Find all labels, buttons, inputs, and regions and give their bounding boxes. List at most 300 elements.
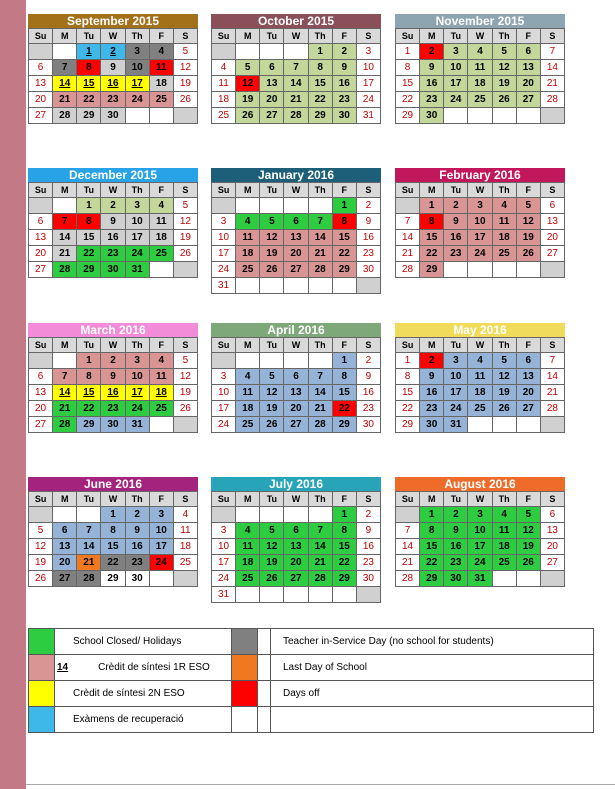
weekday-header: W (468, 338, 492, 353)
week-row (29, 92, 198, 108)
day-cell: 18 (149, 76, 173, 92)
day-cell: 3 (125, 44, 149, 60)
day-cell: 4 (468, 353, 492, 369)
legend-spacer (258, 629, 271, 655)
day-cell: 11 (212, 76, 236, 92)
week-row (212, 401, 381, 417)
month-jun-2016 (28, 477, 198, 587)
day-cell: 4 (149, 44, 173, 60)
month-nov-2015 (395, 14, 565, 124)
empty-cell (396, 507, 420, 523)
day-cell: 18 (236, 555, 260, 571)
empty-cell (492, 108, 516, 124)
day-cell: 1 (332, 353, 356, 369)
day-cell: 21 (53, 246, 77, 262)
day-cell: 25 (212, 108, 236, 124)
day-cell: 13 (29, 76, 53, 92)
day-cell: 17 (212, 246, 236, 262)
weekday-header: Su (396, 183, 420, 198)
day-cell: 15 (420, 539, 444, 555)
day-cell: 23 (356, 555, 380, 571)
day-cell: 5 (173, 198, 197, 214)
day-cell: 3 (149, 507, 173, 523)
day-cell: 10 (468, 214, 492, 230)
day-cell: 18 (492, 230, 516, 246)
day-cell: 7 (540, 353, 564, 369)
day-cell: 5 (492, 353, 516, 369)
day-cell: 23 (101, 92, 125, 108)
week-row (212, 60, 381, 76)
day-cell: 22 (77, 401, 101, 417)
week-row (212, 539, 381, 555)
weekday-header-row (212, 183, 381, 198)
empty-cell (540, 262, 564, 278)
day-cell: 3 (356, 44, 380, 60)
day-cell: 30 (101, 417, 125, 433)
week-row (396, 44, 565, 60)
weekday-header: F (332, 338, 356, 353)
day-cell: 20 (516, 76, 540, 92)
day-cell: 25 (236, 262, 260, 278)
week-row (396, 92, 565, 108)
empty-cell (29, 507, 53, 523)
month-title: February 2016 (395, 168, 565, 182)
day-cell: 16 (356, 539, 380, 555)
day-cell: 10 (149, 523, 173, 539)
legend-label (55, 655, 232, 681)
day-cell: 1 (396, 353, 420, 369)
week-row (396, 198, 565, 214)
weekday-header: F (516, 183, 540, 198)
week-row (212, 571, 381, 587)
week-row (396, 385, 565, 401)
day-cell: 13 (53, 539, 77, 555)
day-cell: 11 (468, 369, 492, 385)
week-row (212, 92, 381, 108)
empty-cell (516, 571, 540, 587)
week-row (212, 214, 381, 230)
day-cell: 23 (356, 246, 380, 262)
empty-cell (308, 278, 332, 294)
day-cell: 27 (29, 262, 53, 278)
day-cell: 23 (420, 92, 444, 108)
day-cell: 16 (444, 539, 468, 555)
day-cell: 20 (29, 401, 53, 417)
empty-cell (356, 587, 380, 603)
weekday-header: Su (29, 29, 53, 44)
day-cell: 18 (212, 92, 236, 108)
day-cell: 1 (77, 198, 101, 214)
day-cell: 27 (29, 108, 53, 124)
day-cell: 7 (308, 523, 332, 539)
day-cell: 31 (212, 587, 236, 603)
day-cell: 3 (212, 523, 236, 539)
day-cell: 2 (444, 507, 468, 523)
day-cell: 18 (173, 539, 197, 555)
day-cell: 14 (308, 539, 332, 555)
day-cell: 12 (492, 60, 516, 76)
day-cell: 8 (332, 369, 356, 385)
day-cell: 28 (540, 92, 564, 108)
weekday-header: S (173, 29, 197, 44)
day-cell: 15 (101, 539, 125, 555)
day-cell: 13 (260, 76, 284, 92)
day-cell: 14 (53, 230, 77, 246)
day-cell: 2 (356, 198, 380, 214)
day-cell: 9 (125, 523, 149, 539)
legend-table (28, 628, 594, 733)
weekday-header-row (29, 183, 198, 198)
day-cell: 27 (284, 417, 308, 433)
weekday-header: Th (308, 183, 332, 198)
week-row (396, 523, 565, 539)
month-dec-2015 (28, 168, 198, 278)
day-cell: 16 (444, 230, 468, 246)
day-cell: 5 (173, 353, 197, 369)
week-row (212, 278, 381, 294)
day-cell: 21 (540, 76, 564, 92)
weekday-header-row (212, 338, 381, 353)
day-cell: 30 (101, 108, 125, 124)
day-cell: 9 (101, 369, 125, 385)
month-table (395, 28, 565, 124)
weekday-header: Su (212, 492, 236, 507)
weekday-header: Su (396, 492, 420, 507)
weekday-header: Tu (77, 492, 101, 507)
week-row (212, 246, 381, 262)
empty-cell (444, 262, 468, 278)
day-cell: 15 (77, 385, 101, 401)
weekday-header: F (149, 29, 173, 44)
day-cell: 19 (492, 76, 516, 92)
day-cell: 19 (260, 555, 284, 571)
day-cell: 21 (53, 401, 77, 417)
day-cell: 7 (396, 214, 420, 230)
empty-cell (284, 278, 308, 294)
day-cell: 27 (284, 262, 308, 278)
day-cell: 28 (308, 417, 332, 433)
legend-label (271, 707, 594, 733)
weekday-header: Th (125, 338, 149, 353)
day-cell: 7 (540, 44, 564, 60)
day-cell: 24 (149, 555, 173, 571)
day-cell: 7 (53, 60, 77, 76)
legend-label: Crèdit de síntesi 2N ESO (55, 681, 232, 707)
weekday-header: W (101, 29, 125, 44)
weekday-header: F (332, 183, 356, 198)
day-cell: 5 (492, 44, 516, 60)
legend-label: Teacher in-Service Day (no school for students) (271, 629, 594, 655)
empty-cell (332, 278, 356, 294)
day-cell: 7 (308, 369, 332, 385)
week-row (212, 369, 381, 385)
day-cell: 26 (492, 92, 516, 108)
weekday-header: Tu (77, 29, 101, 44)
day-cell: 26 (29, 571, 53, 587)
empty-cell (260, 198, 284, 214)
empty-cell (236, 507, 260, 523)
day-cell: 8 (420, 523, 444, 539)
day-cell: 6 (284, 369, 308, 385)
weekday-header: M (53, 29, 77, 44)
day-cell: 1 (77, 353, 101, 369)
day-cell: 9 (420, 369, 444, 385)
month-oct-2015 (211, 14, 381, 124)
week-row (396, 214, 565, 230)
day-cell: 31 (444, 417, 468, 433)
weekday-header: M (236, 492, 260, 507)
day-cell: 15 (77, 76, 101, 92)
day-cell: 19 (173, 230, 197, 246)
day-cell: 16 (420, 385, 444, 401)
day-cell: 6 (540, 198, 564, 214)
day-cell: 17 (444, 76, 468, 92)
day-cell: 3 (444, 353, 468, 369)
empty-cell (260, 587, 284, 603)
weekday-header: S (356, 338, 380, 353)
day-cell: 9 (356, 369, 380, 385)
day-cell: 27 (284, 571, 308, 587)
day-cell: 22 (420, 555, 444, 571)
day-cell: 6 (29, 369, 53, 385)
legend-label-text: Crèdit de síntesi 1R ESO (98, 662, 210, 673)
weekday-header-row (396, 338, 565, 353)
month-table (28, 28, 198, 124)
day-cell: 22 (332, 555, 356, 571)
day-cell: 27 (29, 417, 53, 433)
month-title: December 2015 (28, 168, 198, 182)
day-cell: 2 (332, 44, 356, 60)
day-cell: 15 (332, 230, 356, 246)
day-cell: 20 (29, 246, 53, 262)
weekday-header: Th (492, 183, 516, 198)
legend-sample-date: 14 (57, 662, 69, 673)
day-cell: 2 (101, 353, 125, 369)
empty-cell (284, 587, 308, 603)
day-cell: 11 (236, 385, 260, 401)
legend-label: School Closed/ Holidays (55, 629, 232, 655)
day-cell: 3 (468, 507, 492, 523)
weekday-header: W (101, 492, 125, 507)
weekday-header: Th (492, 29, 516, 44)
day-cell: 25 (173, 555, 197, 571)
day-cell: 1 (101, 507, 125, 523)
day-cell: 11 (468, 60, 492, 76)
day-cell: 24 (125, 92, 149, 108)
day-cell: 12 (260, 385, 284, 401)
day-cell: 24 (468, 555, 492, 571)
week-row (396, 76, 565, 92)
day-cell: 22 (101, 555, 125, 571)
weekday-header: M (420, 183, 444, 198)
legend-row (29, 629, 594, 655)
day-cell: 26 (236, 108, 260, 124)
day-cell: 29 (332, 417, 356, 433)
empty-cell (540, 417, 564, 433)
day-cell: 8 (396, 60, 420, 76)
day-cell: 11 (492, 214, 516, 230)
empty-cell (516, 262, 540, 278)
weekday-header: W (101, 338, 125, 353)
day-cell: 10 (468, 523, 492, 539)
day-cell: 17 (468, 230, 492, 246)
month-table (395, 182, 565, 278)
day-cell: 6 (284, 523, 308, 539)
day-cell: 6 (53, 523, 77, 539)
weekday-header: Th (125, 183, 149, 198)
month-table (28, 337, 198, 433)
weekday-header: M (236, 183, 260, 198)
day-cell: 8 (420, 214, 444, 230)
week-row (29, 369, 198, 385)
day-cell: 14 (53, 385, 77, 401)
day-cell: 31 (468, 571, 492, 587)
weekday-header: Su (29, 492, 53, 507)
day-cell: 19 (29, 555, 53, 571)
day-cell: 19 (516, 539, 540, 555)
day-cell: 4 (492, 507, 516, 523)
day-cell: 11 (149, 60, 173, 76)
day-cell: 28 (308, 571, 332, 587)
empty-cell (332, 587, 356, 603)
day-cell: 28 (540, 401, 564, 417)
day-cell: 22 (77, 246, 101, 262)
weekday-header: W (468, 183, 492, 198)
day-cell: 15 (420, 230, 444, 246)
week-row (29, 507, 198, 523)
day-cell: 17 (212, 401, 236, 417)
day-cell: 27 (53, 571, 77, 587)
day-cell: 2 (420, 44, 444, 60)
day-cell: 5 (516, 198, 540, 214)
day-cell: 17 (125, 385, 149, 401)
empty-cell (308, 198, 332, 214)
day-cell: 5 (236, 60, 260, 76)
weekday-header: M (420, 492, 444, 507)
legend-swatch-empty (232, 707, 258, 733)
day-cell: 14 (308, 385, 332, 401)
empty-cell (284, 353, 308, 369)
day-cell: 10 (356, 60, 380, 76)
legend-swatch-credit-2n (29, 681, 55, 707)
day-cell: 6 (284, 214, 308, 230)
empty-cell (308, 587, 332, 603)
week-row (29, 198, 198, 214)
day-cell: 12 (516, 523, 540, 539)
day-cell: 3 (444, 44, 468, 60)
day-cell: 15 (332, 539, 356, 555)
week-row (29, 262, 198, 278)
day-cell: 20 (29, 92, 53, 108)
month-jul-2016 (211, 477, 381, 603)
month-table (28, 491, 198, 587)
empty-cell (468, 262, 492, 278)
day-cell: 15 (308, 76, 332, 92)
day-cell: 8 (77, 369, 101, 385)
day-cell: 30 (356, 262, 380, 278)
weekday-header: W (101, 183, 125, 198)
weekday-header: Th (308, 492, 332, 507)
day-cell: 20 (540, 539, 564, 555)
day-cell: 21 (540, 385, 564, 401)
weekday-header: W (284, 183, 308, 198)
day-cell: 30 (356, 571, 380, 587)
day-cell: 8 (101, 523, 125, 539)
day-cell: 29 (101, 571, 125, 587)
day-cell: 21 (53, 92, 77, 108)
legend-label: Exàmens de recuperació (55, 707, 232, 733)
day-cell: 31 (125, 262, 149, 278)
empty-cell (236, 278, 260, 294)
month-feb-2016 (395, 168, 565, 278)
day-cell: 22 (332, 401, 356, 417)
day-cell: 16 (125, 539, 149, 555)
week-row (212, 76, 381, 92)
weekday-header: Su (29, 338, 53, 353)
weekday-header-row (212, 492, 381, 507)
weekday-header: Th (308, 338, 332, 353)
day-cell: 30 (125, 571, 149, 587)
empty-cell (29, 353, 53, 369)
weekday-header: Su (212, 183, 236, 198)
day-cell: 8 (332, 523, 356, 539)
weekday-header: F (332, 492, 356, 507)
day-cell: 1 (332, 507, 356, 523)
week-row (212, 587, 381, 603)
day-cell: 23 (356, 401, 380, 417)
day-cell: 13 (29, 230, 53, 246)
weekday-header-row (29, 492, 198, 507)
day-cell: 22 (396, 401, 420, 417)
day-cell: 5 (260, 369, 284, 385)
day-cell: 10 (212, 385, 236, 401)
empty-cell (212, 198, 236, 214)
weekday-header-row (396, 492, 565, 507)
week-row (396, 60, 565, 76)
day-cell: 13 (516, 369, 540, 385)
day-cell: 16 (101, 230, 125, 246)
weekday-header: W (468, 492, 492, 507)
day-cell: 29 (77, 417, 101, 433)
day-cell: 19 (173, 385, 197, 401)
weekday-header: F (516, 338, 540, 353)
weekday-header: S (540, 338, 564, 353)
empty-cell (468, 108, 492, 124)
day-cell: 13 (29, 385, 53, 401)
day-cell: 25 (236, 417, 260, 433)
day-cell: 2 (125, 507, 149, 523)
day-cell: 1 (308, 44, 332, 60)
day-cell: 29 (420, 571, 444, 587)
empty-cell (492, 417, 516, 433)
day-cell: 18 (468, 76, 492, 92)
day-cell: 2 (420, 353, 444, 369)
week-row (29, 539, 198, 555)
month-table (211, 182, 381, 294)
day-cell: 2 (101, 44, 125, 60)
month-title: April 2016 (211, 323, 381, 337)
weekday-header: S (173, 492, 197, 507)
day-cell: 15 (396, 76, 420, 92)
weekday-header-row (29, 338, 198, 353)
day-cell: 6 (29, 214, 53, 230)
day-cell: 8 (77, 214, 101, 230)
day-cell: 5 (173, 44, 197, 60)
day-cell: 21 (308, 246, 332, 262)
day-cell: 25 (149, 92, 173, 108)
day-cell: 7 (308, 214, 332, 230)
day-cell: 9 (356, 214, 380, 230)
